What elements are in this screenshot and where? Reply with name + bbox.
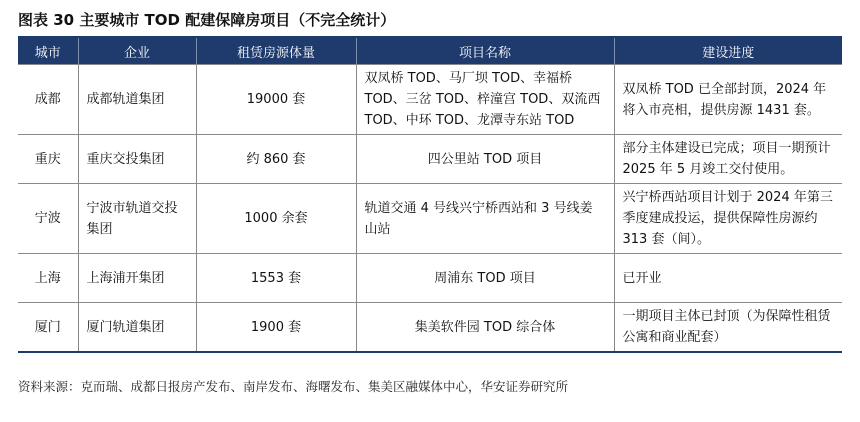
cell-progress: 双凤桥 TOD 已全部封顶，2024 年将入市亮相，提供房源 1431 套。 [614,65,842,135]
cell-company: 厦门轨道集团 [78,303,196,353]
cell-volume: 约 860 套 [196,135,356,184]
cell-volume: 1553 套 [196,254,356,303]
cell-project: 轨道交通 4 号线兴宁桥西站和 3 号线姜山站 [356,184,614,254]
cell-company: 重庆交投集团 [78,135,196,184]
header-city: 城市 [18,38,78,65]
header-progress: 建设进度 [614,38,842,65]
table-row [18,135,842,184]
cell-company: 成都轨道集团 [78,65,196,135]
tod-housing-table [18,38,842,353]
cell-volume: 1000 余套 [196,184,356,254]
figure-title: 图表 30 主要城市 TOD 配建保障房项目（不完全统计） [18,11,396,29]
source-note: 资料来源：克而瑞、成都日报房产发布、南岸发布、海曙发布、集美区融媒体中心，华安证券研究所 [18,379,569,394]
cell-project: 双凤桥 TOD、马厂坝 TOD、幸福桥 TOD、三岔 TOD、梓潼宫 TOD、双流西 TOD、中环 TOD、龙潭寺东站 TOD [356,65,614,135]
cell-volume: 19000 套 [196,65,356,135]
cell-city: 上海 [18,254,78,303]
cell-progress: 已开业 [614,254,842,303]
table-row [18,254,842,303]
header-project: 项目名称 [356,38,614,65]
cell-city: 厦门 [18,303,78,353]
table-header-row [18,38,842,65]
cell-volume: 1900 套 [196,303,356,353]
cell-city: 重庆 [18,135,78,184]
table-row [18,184,842,254]
header-volume: 租赁房源体量 [196,38,356,65]
cell-company: 宁波市轨道交投集团 [78,184,196,254]
cell-progress: 部分主体建设已完成；项目一期预计 2025 年 5 月竣工交付使用。 [614,135,842,184]
cell-city: 宁波 [18,184,78,254]
table-row [18,65,842,135]
cell-project: 集美软件园 TOD 综合体 [356,303,614,353]
cell-project: 四公里站 TOD 项目 [356,135,614,184]
cell-company: 上海浦开集团 [78,254,196,303]
cell-progress: 兴宁桥西站项目计划于 2024 年第三季度建成投运，提供保障性房源约 313 套（间）。 [614,184,842,254]
table-row [18,303,842,353]
cell-progress: 一期项目主体已封顶（为保障性租赁公寓和商业配套） [614,303,842,353]
header-company: 企业 [78,38,196,65]
cell-city: 成都 [18,65,78,135]
cell-project: 周浦东 TOD 项目 [356,254,614,303]
